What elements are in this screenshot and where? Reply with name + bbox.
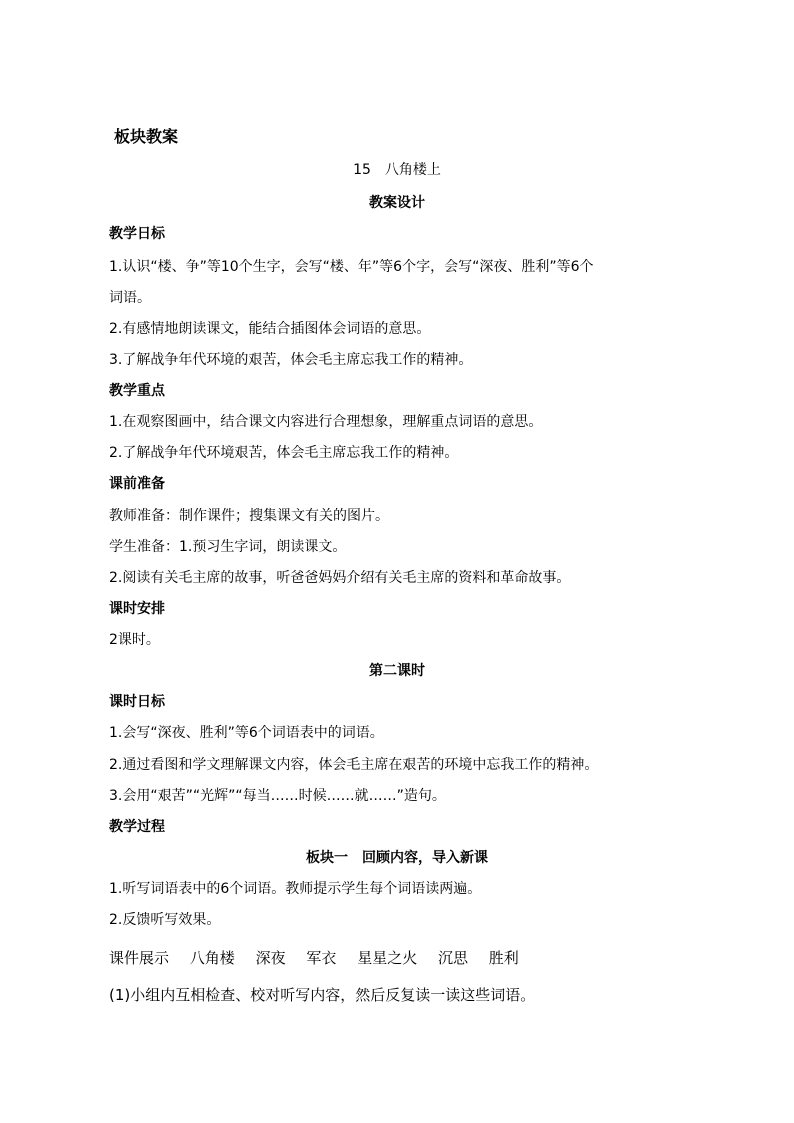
preparation-item: 教师准备：制作课件；搜集课文有关的图片。	[109, 508, 389, 524]
preparation-item: 2.阅读有关毛主席的故事，听爸爸妈妈介绍有关毛主席的资料和革命故事。	[109, 570, 571, 586]
goal-item: 3.了解战争年代环境的艰苦，体会毛主席忘我工作的精神。	[109, 352, 473, 368]
second-lesson-heading: 第二课时	[369, 663, 425, 679]
lesson-goals-heading: 课时日标	[109, 694, 165, 710]
goal-item: 2.有感情地朗读课文，能结合插图体会词语的意思。	[109, 321, 431, 337]
schedule-text: 2课时。	[109, 632, 160, 648]
process-heading: 教学过程	[109, 819, 165, 835]
schedule-heading: 课时安排	[109, 601, 165, 617]
page-header-label: 板块教案	[114, 127, 179, 146]
goal-item: 词语。	[109, 290, 151, 306]
display-word: 星星之火	[357, 949, 418, 967]
key-point-item: 1.在观察图画中，结合课文内容进行合理想象，理解重点词语的意思。	[109, 414, 543, 430]
preparation-heading: 课前准备	[109, 476, 165, 492]
lesson-subtitle: 教案设计	[369, 195, 425, 211]
display-label: 课件展示	[109, 949, 170, 967]
display-word: 沉思	[437, 949, 468, 967]
process-step: 2.反馈听写效果。	[109, 912, 221, 928]
display-word: 深夜	[255, 949, 286, 967]
block-title: 板块一 回顾内容，导入新课	[306, 850, 488, 866]
key-point-item: 2.了解战争年代环境艰苦，体会毛主席忘我工作的精神。	[109, 445, 459, 461]
courseware-display-row	[109, 948, 535, 968]
display-word: 八角楼	[189, 949, 235, 967]
process-sub-step: (1)小组内互相检查、校对听写内容，然后反复读一读这些词语。	[109, 986, 536, 1004]
lesson-goal-item: 2.通过看图和学文理解课文内容，体会毛主席在艰苦的环境中忘我工作的精神。	[109, 757, 599, 773]
display-word: 军衣	[306, 949, 337, 967]
goals-heading: 教学日标	[109, 226, 165, 242]
display-word: 胜利	[488, 949, 519, 967]
process-step: 1.听写词语表中的6个词语。教师提示学生每个词语读两遍。	[109, 881, 482, 897]
lesson-title: 15 八角楼上	[353, 162, 441, 178]
lesson-goal-item: 1.会写“深夜、胜利”等6个词语表中的词语。	[109, 725, 384, 741]
key-points-heading: 教学重点	[109, 383, 165, 399]
lesson-goal-item: 3.会用“艰苦”“光辉”“每当……时候……就……”造句。	[109, 788, 446, 804]
goal-item: 1.认识“楼、争”等10个生字，会写“楼、年”等6个字，会写“深夜、胜利”等6个	[109, 259, 594, 275]
preparation-item: 学生准备：1.预习生字词，朗读课文。	[109, 539, 347, 555]
